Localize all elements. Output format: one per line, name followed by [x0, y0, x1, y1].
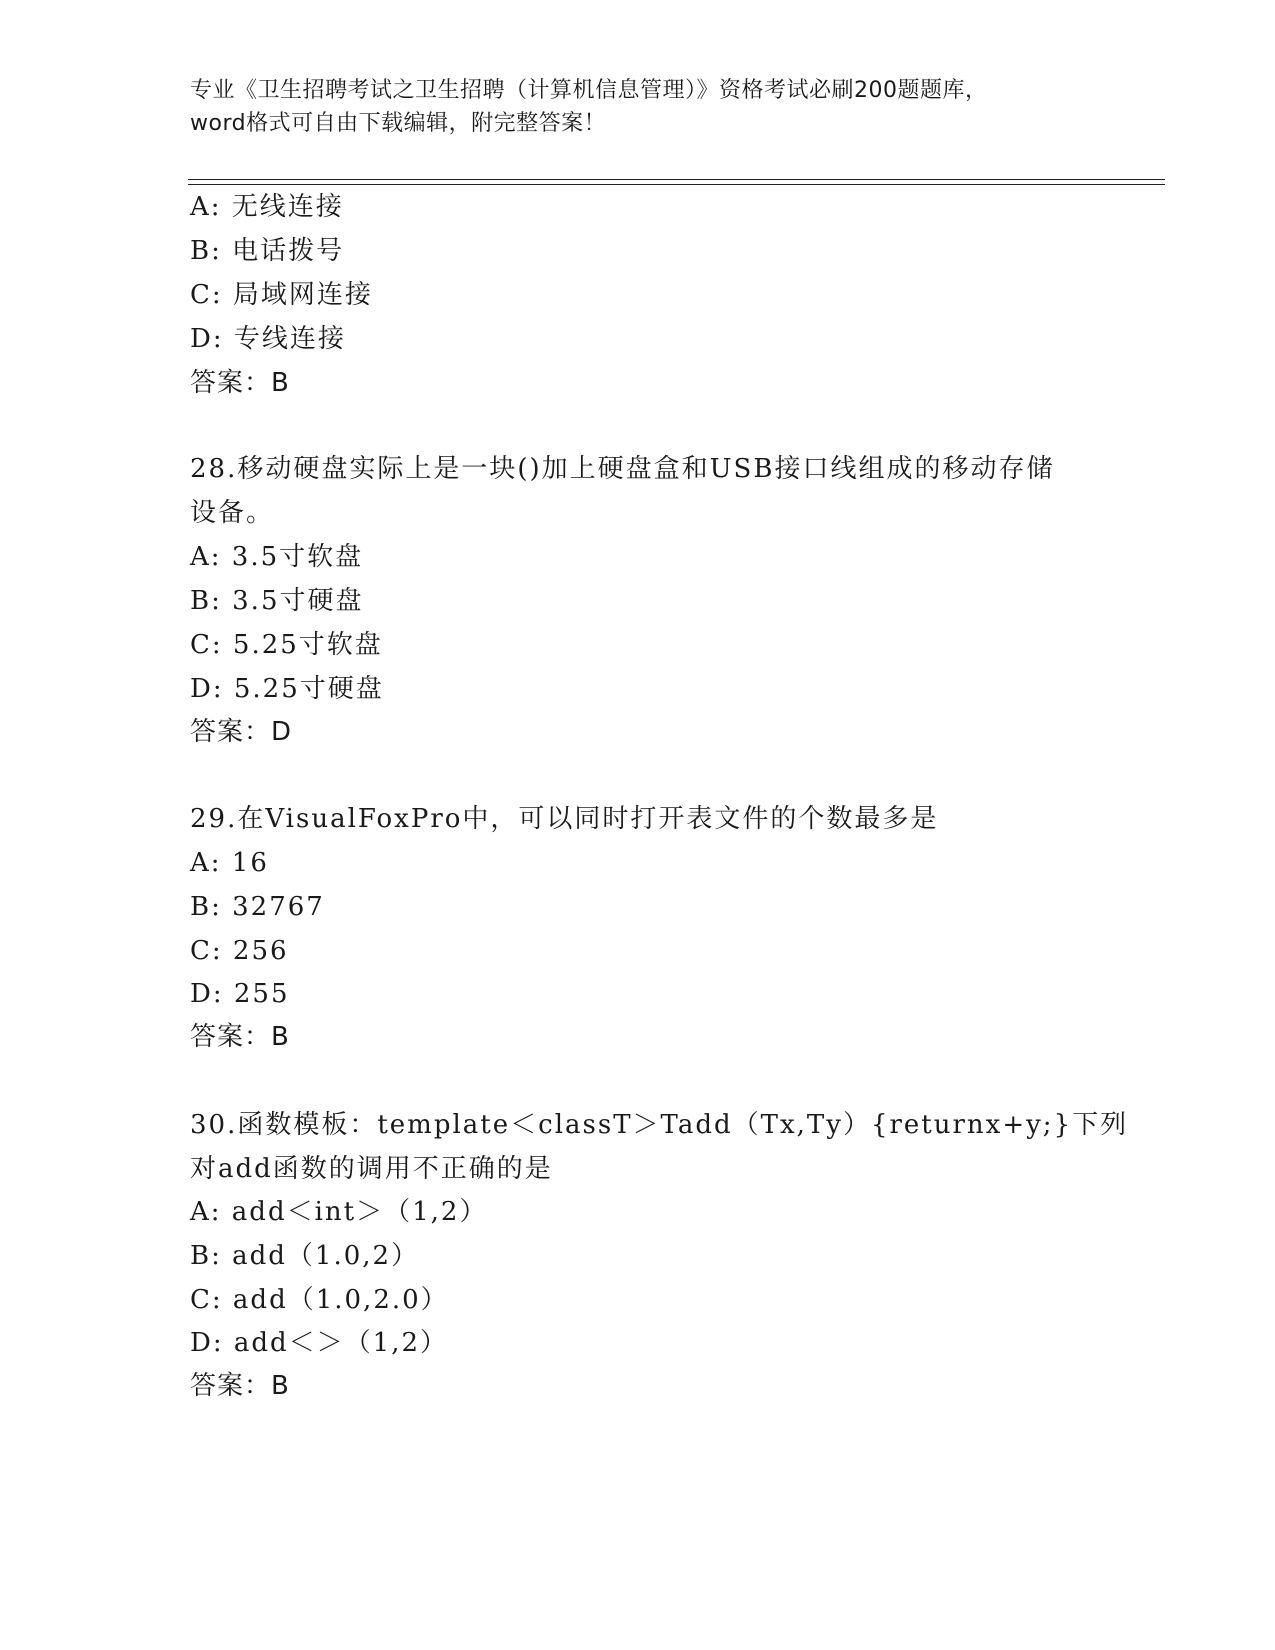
q30-answer: 答案：B: [190, 1371, 290, 1401]
header-divider-bottom: [188, 184, 1165, 185]
q29-stem-line-1: 29.在VisualFoxPro中，可以同时打开表文件的个数最多是: [190, 804, 939, 834]
q29-option-c: C: 256: [190, 936, 289, 966]
q30-stem-line-1: 30.函数模板：template＜classT＞Tadd（Tx,Ty）{returnx+y;}下列: [190, 1110, 1129, 1140]
q30-stem-line-2: 对add函数的调用不正确的是: [190, 1154, 553, 1184]
q30-option-c: C: add（1.0,2.0）: [190, 1285, 449, 1315]
q27-option-a: A: 无线连接: [190, 192, 344, 222]
q29-option-a: A: 16: [190, 848, 269, 878]
q27-option-b: B: 电话拨号: [190, 236, 345, 266]
q28-stem-line-2: 设备。: [190, 498, 275, 528]
q30-option-d: D: add＜＞（1,2）: [190, 1328, 449, 1358]
header-title-line-1: 专业《卫生招聘考试之卫生招聘（计算机信息管理）》资格考试必刷200题题库，: [190, 78, 988, 103]
q28-answer: 答案：D: [190, 717, 293, 747]
q28-stem-line-1: 28.移动硬盘实际上是一块()加上硬盘盒和USB接口线组成的移动存储: [190, 454, 1055, 484]
q27-option-c: C: 局域网连接: [190, 280, 373, 310]
q29-option-d: D: 255: [190, 979, 290, 1009]
header-divider-top: [188, 179, 1165, 180]
q28-option-d: D: 5.25寸硬盘: [190, 674, 384, 704]
q28-option-a: A: 3.5寸软盘: [190, 542, 364, 572]
q27-option-d: D: 专线连接: [190, 324, 346, 354]
q30-option-a: A: add＜int＞（1,2）: [190, 1197, 488, 1227]
q28-option-c: C: 5.25寸软盘: [190, 630, 383, 660]
q29-answer: 答案：B: [190, 1022, 290, 1052]
q28-option-b: B: 3.5寸硬盘: [190, 586, 364, 616]
q30-option-b: B: add（1.0,2）: [190, 1241, 420, 1271]
q29-option-b: B: 32767: [190, 892, 325, 922]
q27-answer: 答案：B: [190, 368, 290, 398]
document-header: [190, 74, 1090, 140]
header-title-line-2: word格式可自由下载编辑，附完整答案！: [190, 111, 607, 136]
